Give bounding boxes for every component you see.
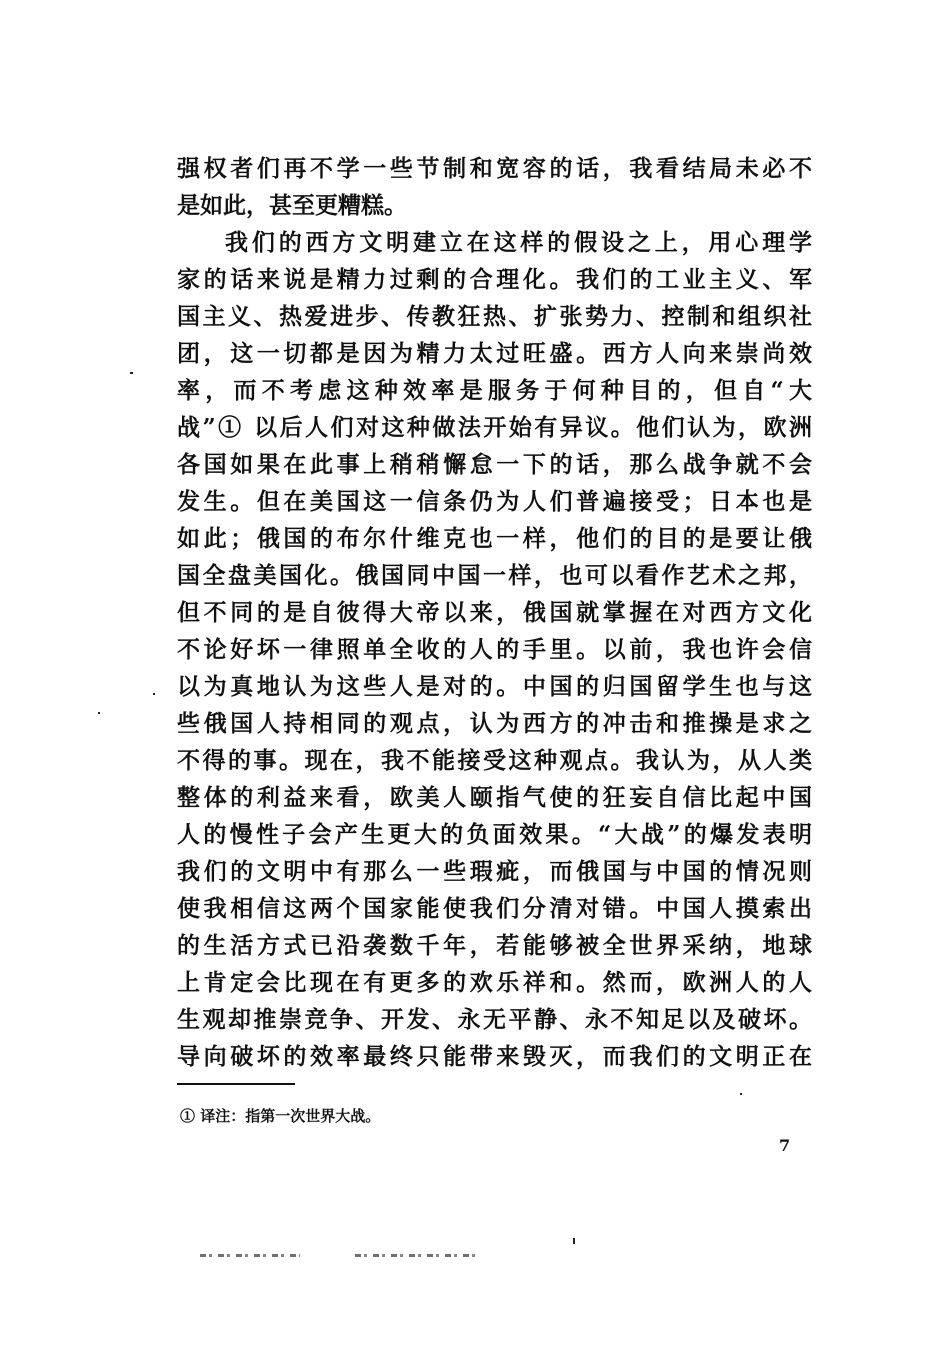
text-line: 的生活方式已沿袭数千年，若能够被全世界采纳，地球 [177,932,812,959]
text-line: 以为真地认为这些人是对的。中国的归国留学生也与这 [177,673,812,700]
text-line: 整体的利益来看，欧美人颐指气使的狂妄自信比起中国 [177,784,812,811]
text-line: 导向破坏的效率最终只能带来毁灭，而我们的文明正在 [177,1043,812,1070]
text-line: 家的话来说是精力过剩的合理化。我们的工业主义、军 [177,266,812,293]
text-line: 是如此，甚至更糟糕。 [177,192,407,219]
scan-speck [740,1093,742,1095]
scan-speck [573,1238,575,1244]
text-line: 使我相信这两个国家能使我们分清对错。中国人摸索出 [177,895,812,922]
scan-smudge [200,1254,300,1257]
body-text [177,150,812,1075]
text-line: 我们的西方文明建立在这样的假设之上，用心理学 [225,229,812,256]
scan-smudge [355,1254,475,1257]
scan-speck [98,712,100,714]
text-line: 团，这一切都是因为精力太过旺盛。西方人向来崇尚效 [177,340,812,367]
scan-speck [153,693,155,695]
text-line: 上肯定会比现在有更多的欢乐祥和。然而，欧洲人的人 [177,969,812,996]
text-line: 国主义、热爱进步、传教狂热、扩张势力、控制和组织社 [177,303,812,330]
text-line: 各国如果在此事上稍稍懈怠一下的话，那么战争就不会 [177,451,812,478]
text-line: 我们的文明中有那么一些瑕疵，而俄国与中国的情况则 [177,858,812,885]
scan-speck [130,372,133,374]
text-line: 战”① 以后人们对这种做法开始有异议。他们认为，欧洲 [177,414,812,441]
footnote: ① 译注：指第一次世界大战。 [180,1107,381,1125]
text-line: 发生。但在美国这一信条仍为人们普遍接受；日本也是 [177,488,812,515]
text-line: 生观却推崇竞争、开发、永无平静、永不知足以及破坏。 [177,1006,812,1033]
text-line: 不得的事。现在，我不能接受这种观点。我认为，从人类 [177,747,812,774]
page-number: 7 [779,1136,791,1155]
text-line: 如此；俄国的布尔什维克也一样，他们的目的是要让俄 [177,525,812,552]
text-line: 率，而不考虑这种效率是服务于何种目的，但自“大 [177,377,812,404]
text-line: 不论好坏一律照单全收的人的手里。以前，我也许会信 [177,636,812,663]
text-line: 强权者们再不学一些节制和宽容的话，我看结局未必不 [177,155,812,182]
text-line: 人的慢性子会产生更大的负面效果。“大战”的爆发表明 [177,821,812,848]
footnote-divider [177,1083,295,1085]
text-line: 但不同的是自彼得大帝以来，俄国就掌握在对西方文化 [177,599,812,626]
text-line: 国全盘美国化。俄国同中国一样，也可以看作艺术之邦， [177,562,812,589]
text-line: 些俄国人持相同的观点，认为西方的冲击和推操是求之 [177,710,812,737]
